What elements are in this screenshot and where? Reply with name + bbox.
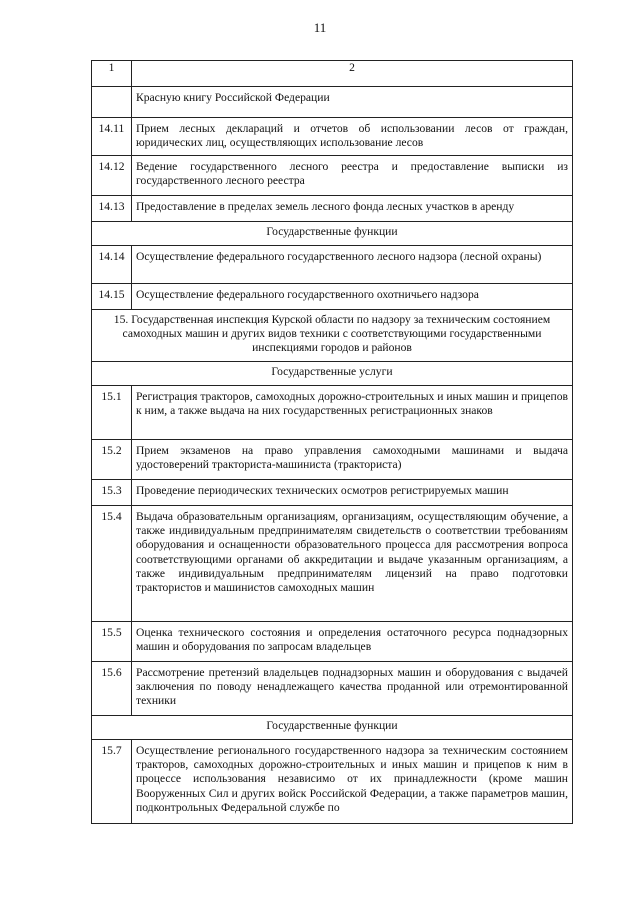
row-number: 14.13 <box>92 196 132 222</box>
row-number: 15.3 <box>92 480 132 506</box>
row-text: Осуществление федерального государственного охотничьего надзора <box>132 284 573 310</box>
table-row <box>92 196 573 222</box>
row-number: 15.5 <box>92 622 132 662</box>
row-text: Ведение государственного лесного реестра и предоставление выписки из государственного лесного реестра <box>132 156 573 196</box>
row-number: 15.6 <box>92 662 132 716</box>
row-text: Проведение периодических технических осмотров регистрируемых машин <box>132 480 573 506</box>
table-row <box>92 284 573 310</box>
row-number: 15.2 <box>92 440 132 480</box>
table-row <box>92 662 573 716</box>
row-number: 14.11 <box>92 118 132 156</box>
table-row <box>92 246 573 284</box>
page-number: 11 <box>313 20 327 35</box>
table-row <box>92 622 573 662</box>
table-row <box>92 480 573 506</box>
table-row <box>92 740 573 824</box>
column-header-text: 2 <box>132 61 573 87</box>
agency-heading: 15. Государственная инспекция Курской области по надзору за техническим состоянием самоходных машин и других видов техники с соответствующими государственными инспекциями городов и районов <box>92 310 573 362</box>
section-heading: Государственные функции <box>92 716 573 740</box>
section-row <box>92 310 573 362</box>
table-row <box>92 506 573 622</box>
row-number: 15.7 <box>92 740 132 824</box>
table-row <box>92 156 573 196</box>
row-number: 15.1 <box>92 386 132 440</box>
table-row <box>92 87 573 118</box>
row-text: Осуществление регионального государственного надзора за техническим состоянием тракторов, самоходных дорожно-строительных и иных машин и прицепов к ним в процессе использования независимо от их принадлежности (кроме машин Вооруженных Сил и других войск Российской Федерации, а также параметров машин, подконтрольных Федеральной службе по <box>132 740 573 824</box>
row-number: 14.15 <box>92 284 132 310</box>
row-text: Рассмотрение претензий владельцев поднадзорных машин и оборудования с выдачей заключения по поводу ненадлежащего качества проданной или отремонтированной техники <box>132 662 573 716</box>
row-number: 14.12 <box>92 156 132 196</box>
row-text: Предоставление в пределах земель лесного фонда лесных участков в аренду <box>132 196 573 222</box>
row-number <box>92 87 132 118</box>
section-heading: Государственные услуги <box>92 362 573 386</box>
row-number: 14.14 <box>92 246 132 284</box>
row-text: Регистрация тракторов, самоходных дорожно-строительных и иных машин и прицепов к ним, а также выдача на них государственных регистрационных знаков <box>132 386 573 440</box>
row-text: Выдача образовательным организациям, организациям, осуществляющим обучение, а также индивидуальным предпринимателям свидетельств о соответствии требованиям оборудования и оснащенности образовательного процесса для рассмотрения вопроса соответствующими органами об аккредитации и выдаче указанным организациям, а также индивидуальным предпринимателям лицензий на право подготовки трактористов и машинистов самоходных машин <box>132 506 573 622</box>
row-text: Красную книгу Российской Федерации <box>132 87 573 118</box>
section-row <box>92 362 573 386</box>
section-heading: Государственные функции <box>92 222 573 246</box>
column-header-number: 1 <box>92 61 132 87</box>
row-text: Осуществление федерального государственного лесного надзора (лесной охраны) <box>132 246 573 284</box>
row-number: 15.4 <box>92 506 132 622</box>
services-table <box>91 60 573 824</box>
table-row <box>92 386 573 440</box>
row-text: Оценка технического состояния и определения остаточного ресурса поднадзорных машин и оборудования по запросам владельцев <box>132 622 573 662</box>
row-text: Прием экзаменов на право управления самоходными машинами и выдача удостоверений тракториста-машиниста (тракториста) <box>132 440 573 480</box>
row-text: Прием лесных деклараций и отчетов об использовании лесов от граждан, юридических лиц, осуществляющих использование лесов <box>132 118 573 156</box>
table-header-row <box>92 61 573 87</box>
table-row <box>92 118 573 156</box>
section-row <box>92 222 573 246</box>
section-row <box>92 716 573 740</box>
table-row <box>92 440 573 480</box>
